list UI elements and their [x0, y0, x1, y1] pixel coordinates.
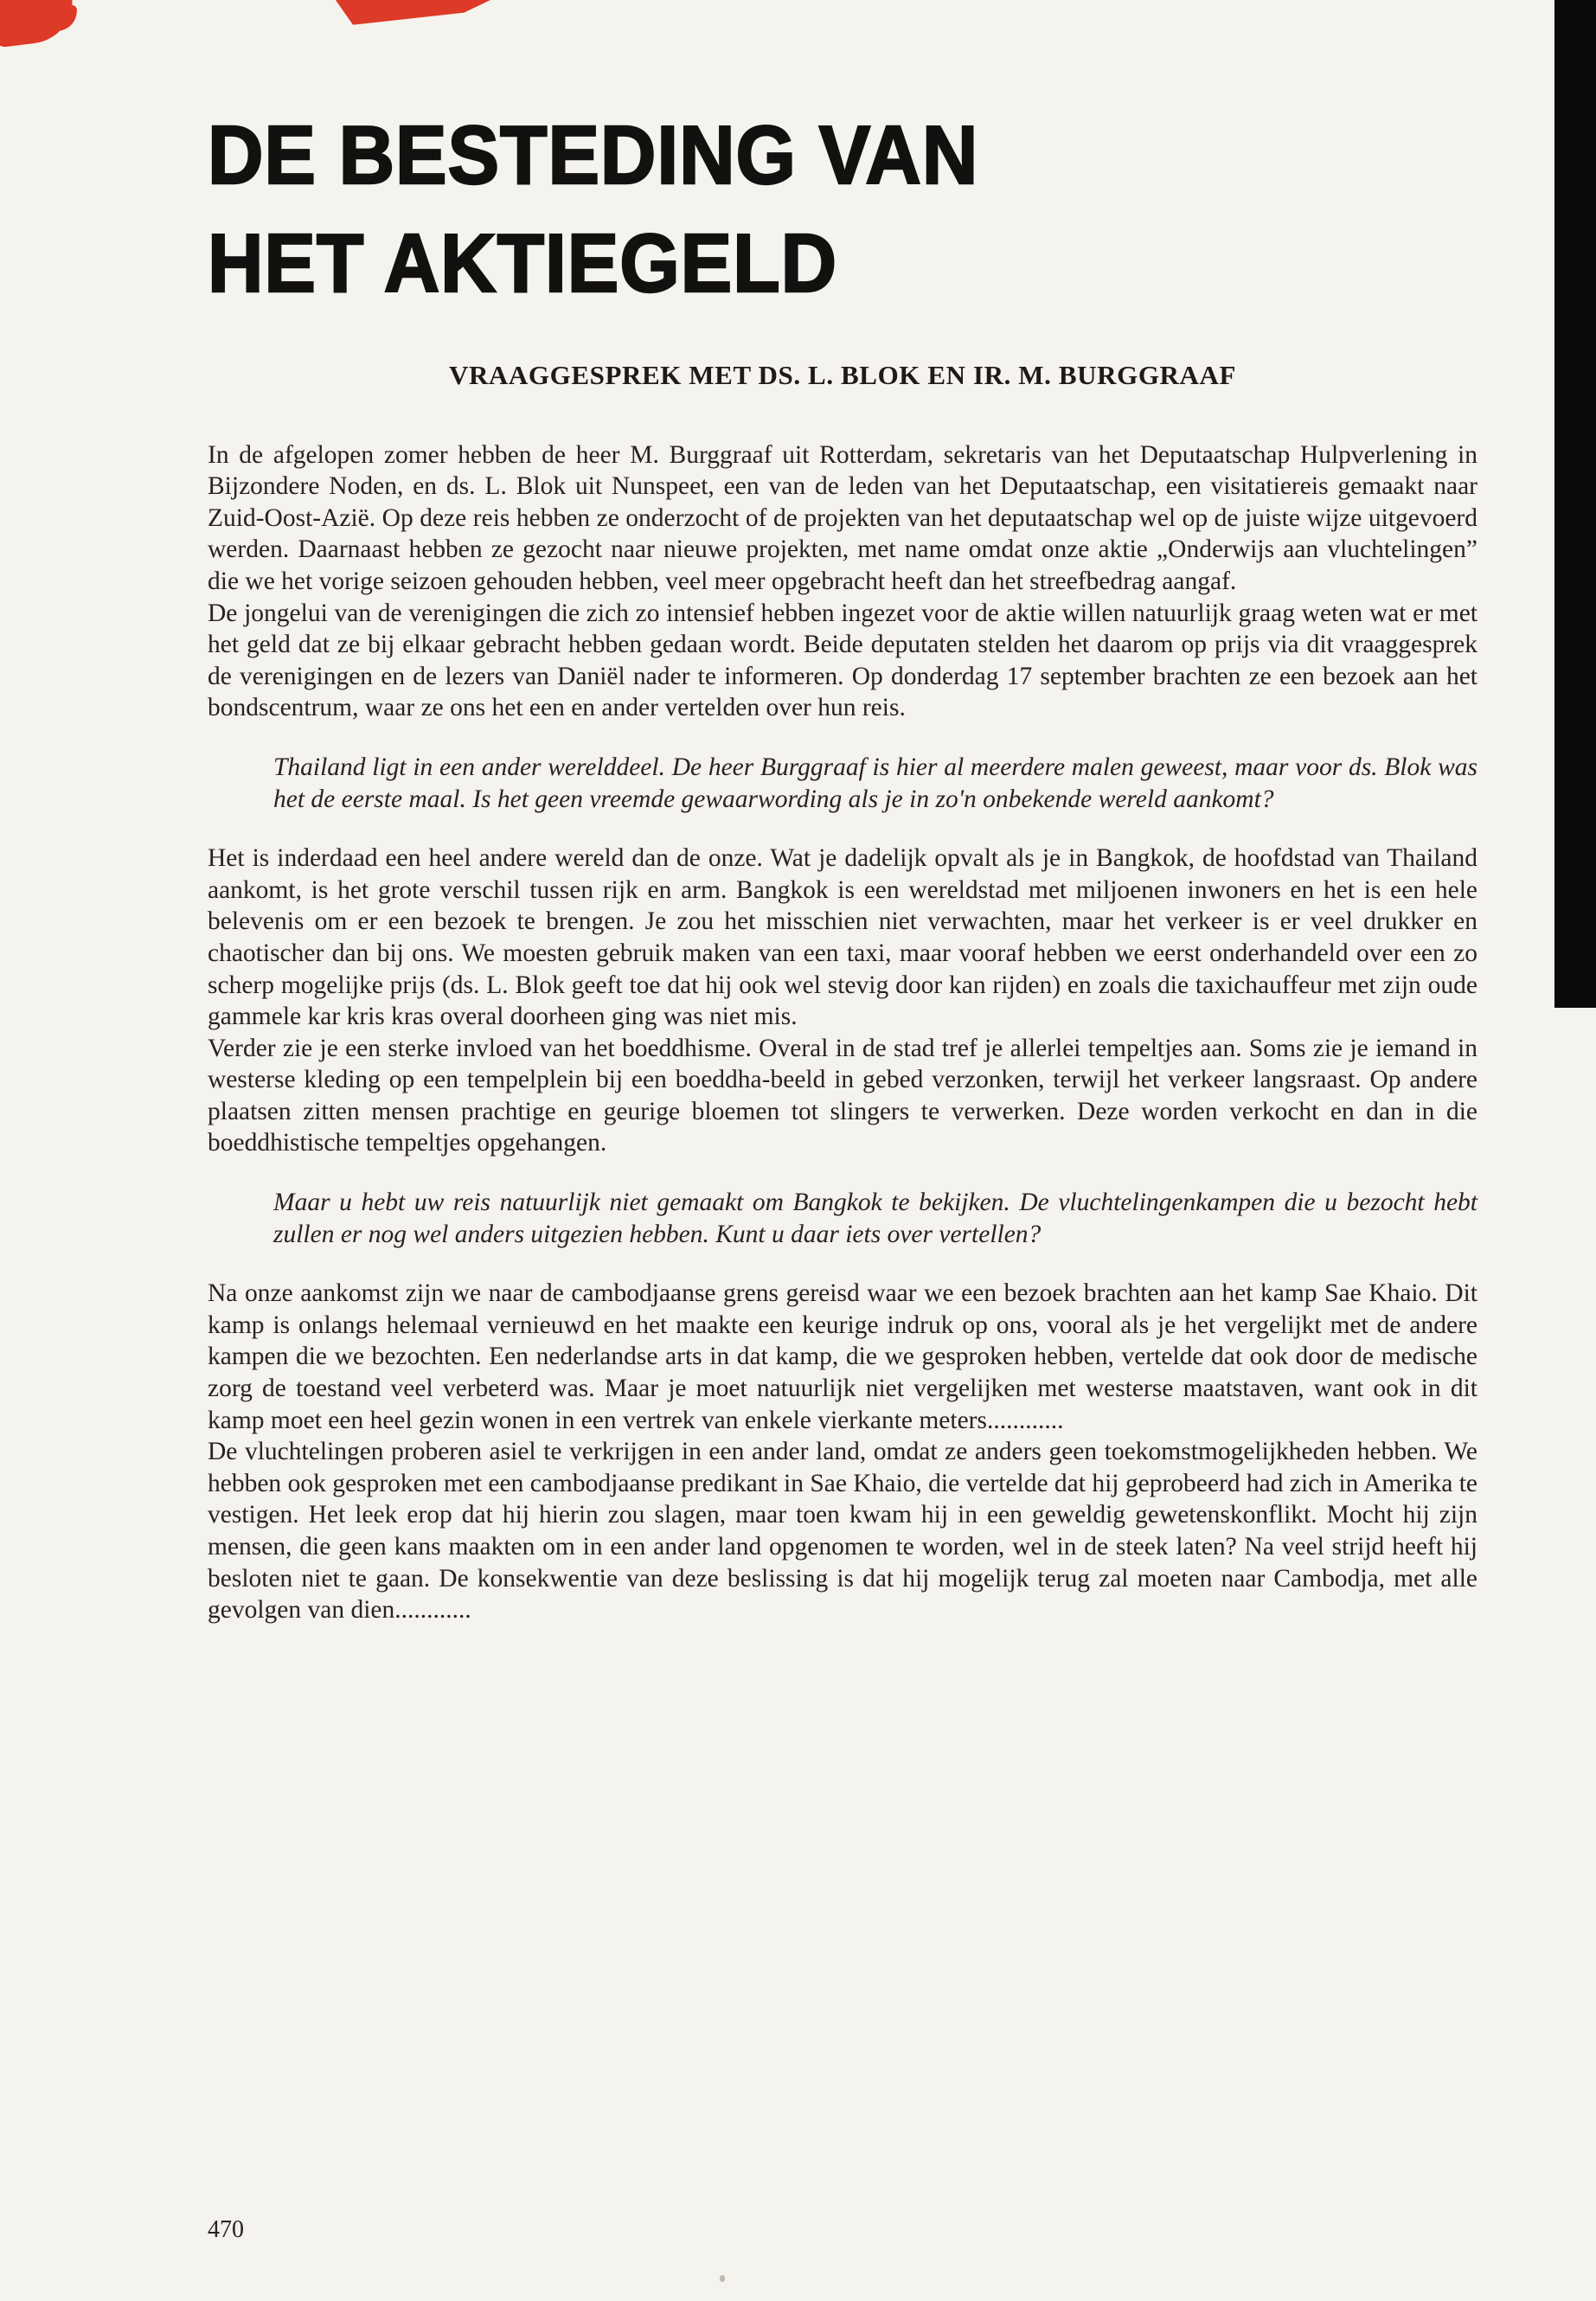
article-column [208, 102, 1477, 1626]
article-subtitle: VRAAGGESPREK MET DS. L. BLOK EN IR. M. BURGGRAAF [448, 359, 1237, 390]
paragraph-intro-1: In de afgelopen zomer hebben de heer M. Burggraaf uit Rotterdam, sekretaris van het Deputaatschap Hulpverlening in Bijzondere Noden, en ds. L. Blok uit Nunspeet, een van de leden van het Deputaatschap, een visitatiereis gemaakt naar Zuid-Oost-Azië. Op deze reis hebben ze onderzocht of de projekten van het deputaatschap wel op de juiste wijze uitgevoerd werden. Daarnaast hebben ze gezocht naar nieuwe projekten, met name omdat onze aktie „Onderwijs aan vluchtelingen” die we het vorige seizoen gehouden hebben, veel meer opgebracht heeft dan het streefbedrag aangaf. [208, 440, 1477, 595]
paragraph-answer-2a: Na onze aankomst zijn we naar de cambodjaanse grens gereisd waar we een bezoek brachten aan het kamp Sae Khaio. Dit kamp is onlangs helemaal vernieuwd en het maakte een keurige indruk op ons, vooral als je het vergelijkt met de andere kampen die we bezochten. Een nederlandse arts in dat kamp, die we gesproken hebben, vertelde dat ook door de medische zorg de toestand veel verbeterd was. Maar je moet natuurlijk niet vergelijken met westerse maatstaven, want ook in dit kamp moet een heel gezin wonen in een vertrek van enkele vierkante meters............ [208, 1279, 1477, 1434]
scan-artifact-speck [720, 2275, 725, 2282]
page-number: 470 [208, 2216, 244, 2243]
article-title [208, 102, 1388, 318]
interview-question-2: Maar u hebt uw reis natuurlijk niet gemaakt om Bangkok te bekijken. De vluchtelingenkampen die u bezocht hebt zullen er nog wel anders uitgezien hebben. Kunt u daar iets over vertellen? [273, 1189, 1477, 1248]
paragraph-answer-1b: Verder zie je een sterke invloed van het boeddhisme. Overal in de stad tref je allerlei tempeltjes aan. Soms zie je iemand in westerse kleding op een tempelplein bij een boeddha-beeld in gebed verzonken, terwijl het verkeer langsraast. Op andere plaatsen zitten mensen prachtige en geurige bloemen tot slingers te verwerken. Deze worden verkocht en dan in die boeddhistische tempeltjes opgehangen. [208, 1034, 1477, 1157]
scan-artifact-red-streak [336, 0, 505, 25]
article-title-line-1: DE BESTEDING VAN [208, 109, 979, 202]
paragraph-answer-2b: De vluchtelingen proberen asiel te verkrijgen in een ander land, omdat ze anders geen toekomstmogelijkheden hebben. We hebben ook gesproken met een cambodjaanse predikant in Sae Khaio, die vertelde dat hij geprobeerd had zich in Amerika te vestigen. Het leek erop dat hij hierin zou slagen, maar toen kwam hij in een geweldig gewetenskonflikt. Mocht hij zijn mensen, die geen kans maakten om in een ander land opgenomen te worden, wel in de steek laten? Na veel strijd heeft hij besloten niet te gaan. De konsekwentie van deze beslissing is dat hij mogelijk terug zal moeten naar Cambodja, met alle gevolgen van dien............ [208, 1438, 1477, 1625]
interview-question-1: Thailand ligt in een ander werelddeel. De heer Burggraaf is hier al meerdere malen geweest, maar voor ds. Blok was het de eerste maal. Is het geen vreemde gewaarwording als je in zo'n onbekende wereld aankomt? [273, 753, 1477, 813]
paragraph-intro-2: De jongelui van de verenigingen die zich zo intensief hebben ingezet voor de aktie willen natuurlijk graag weten wat er met het geld dat ze bij elkaar gebracht hebben gedaan wordt. Beide deputaten stelden het daarom op prijs via dit vraaggesprek de verenigingen en de lezers van Daniël nader te informeren. Op donderdag 17 september brachten ze een bezoek aan het bondscentrum, waar ze ons het een en ander vertelden over hun reis. [208, 599, 1477, 722]
article-body [208, 439, 1477, 1626]
scan-artifact-black-edge-bar [1554, 0, 1596, 1008]
article-title-line-2: HET AKTIEGELD [208, 216, 837, 310]
paragraph-answer-1a: Het is inderdaad een heel andere wereld dan de onze. Wat je dadelijk opvalt als je in Bangkok, de hoofdstad van Thailand aankomt, is het grote verschil tussen rijk en arm. Bangkok is een wereldstad met miljoenen inwoners en het is een hele belevenis om er een bezoek te brengen. Je zou het misschien niet verwachten, maar het verkeer is er veel drukker en chaotischer dan bij ons. We moesten gebruik maken van een taxi, maar vooraf hebben we eerst onderhandeld over een zo scherp mogelijke prijs (ds. L. Blok geeft toe dat hij ook wel stevig door kan rijden) en zoals die taxichauffeur met zijn oude gammele kar kris kras overal doorheen ging was niet mis. [208, 844, 1477, 1031]
